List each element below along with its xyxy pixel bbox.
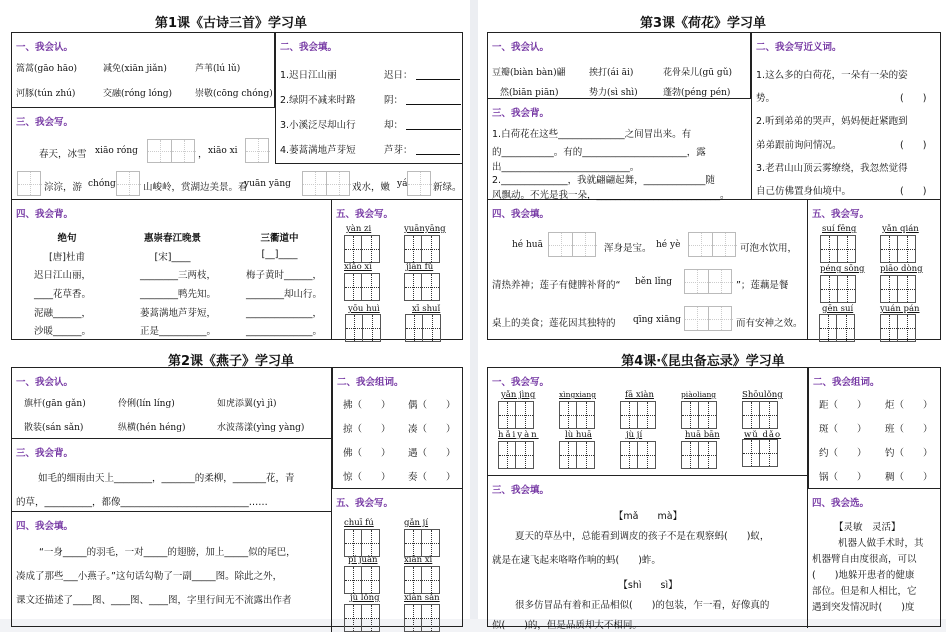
lesson3-box [487, 32, 941, 340]
tianzige-grid[interactable] [344, 529, 380, 557]
pinyin-label: yàn zi [346, 224, 372, 234]
pinyin-pair: 【shì sì】 [618, 580, 678, 591]
section-heading: 四、我会填。 [492, 209, 550, 220]
synonym-question: 1.这么多的白荷花，一朵有一朵的姿 [756, 70, 908, 81]
answer-paren[interactable]: ( ) [900, 140, 927, 151]
word-group-item[interactable]: 惊（ ） [343, 472, 391, 483]
word-item: 旗杆(gān gǎn) [24, 399, 86, 409]
tianzige-grid[interactable] [404, 604, 440, 632]
pinyin-label: hǎiyàn [498, 430, 539, 440]
writing-boxes[interactable] [548, 232, 596, 257]
pinyin-hint: hé huā [512, 240, 543, 250]
worksheet-page-right [478, 0, 946, 631]
pinyin-label: jiān fǔ [406, 262, 434, 272]
pinyin-label: yuānyāng [404, 224, 446, 234]
section-heading: 三、我会写。 [16, 117, 74, 128]
pinyin-label: jù jí [626, 430, 643, 440]
word-group-item[interactable]: 偶（ ） [408, 400, 456, 411]
tianzige-grid[interactable] [880, 314, 916, 342]
lesson3-recognize-section [488, 33, 751, 99]
choose-line: 遇到突发情况时( )度 [812, 602, 915, 613]
word-group-item[interactable]: 距（ ） [819, 400, 867, 411]
word-group-item[interactable]: 佛（ ） [343, 448, 391, 459]
pinyin-label: xiǎo xī [344, 262, 372, 272]
question-key: 迟日： [384, 70, 413, 81]
lesson2-box [11, 367, 463, 627]
fill-line: 夏天的草丛中，总能看到调皮的孩子不是在观察蚂( )蚁， [515, 531, 770, 542]
recite-line: 风飘动。不光是我一朵，__________________________。 [492, 190, 730, 201]
pinyin-label: xiān xì [404, 555, 433, 565]
pinyin-label: lù huā [565, 430, 592, 440]
word-group-item[interactable]: 稠（ ） [885, 472, 933, 483]
section-heading: 四、我会背。 [16, 209, 74, 220]
page-gutter [470, 0, 478, 619]
word-group-item[interactable]: 炬（ ） [885, 400, 933, 411]
sentence-text: 新绿。 [433, 182, 462, 193]
section-heading: 一、我会认。 [16, 377, 74, 388]
poem-author: [唐]杜甫 [49, 252, 85, 263]
tianzige-grid[interactable] [681, 441, 717, 469]
question-key: 芦芽： [384, 145, 413, 156]
tianzige-grid[interactable] [880, 275, 916, 303]
poem-line: 迟日江山丽， [34, 270, 92, 281]
lesson1-recite-section [12, 200, 332, 340]
tianzige-grid[interactable] [620, 441, 656, 469]
pinyin-label: wǔ dǎo [744, 430, 782, 440]
lesson4-fill-section [488, 476, 808, 631]
sentence-text: 浑身是宝。 [604, 243, 652, 254]
pinyin-label: yōu huì [348, 304, 380, 314]
tianzige-grid[interactable] [344, 273, 380, 301]
poem-line: 梅子黄时______， [246, 270, 323, 281]
synonym-question: 势。 [756, 93, 776, 104]
section-heading: 三、我会背。 [492, 108, 550, 119]
pinyin-pair: 【mǎ mà】 [613, 511, 683, 522]
lesson2-write-grid-section [332, 489, 463, 629]
section-heading: 二、我会填。 [280, 42, 338, 53]
word-group-item[interactable]: 掠（ ） [343, 424, 391, 435]
section-heading: 四、我会填。 [16, 521, 74, 532]
word-group-item[interactable]: 拂（ ） [343, 400, 391, 411]
answer-blank[interactable] [416, 70, 460, 80]
writing-boxes[interactable] [147, 139, 195, 163]
poem-line: 蒌蒿满地芦芽短， [140, 308, 217, 319]
word-item: 交融(róng lóng) [103, 89, 173, 99]
sentence-text: 春天，冰雪 [39, 149, 87, 160]
lesson1-recognize-section [12, 33, 275, 108]
poem-author: [__]____ [261, 249, 298, 260]
lesson4-word-group-section [808, 368, 941, 489]
sentence-text: ， [198, 149, 208, 160]
recite-line: 如毛的细雨由天上________，_______的柔柳，_______花，青 [38, 473, 295, 484]
poem-title: 三衢道中 [260, 233, 299, 244]
word-item: 势力(sì shì) [589, 88, 638, 98]
synonym-question: 2.听到弟弟的哭声，妈妈便赶紧跑到 [756, 116, 908, 127]
lesson1-write-grid-section [332, 200, 463, 340]
tianzige-grid[interactable] [742, 401, 778, 429]
sentence-text: 而有安神之效。 [736, 318, 803, 329]
answer-blank[interactable] [406, 95, 461, 105]
worksheet-page-left [0, 0, 470, 619]
pinyin-label: xìngxiang [559, 390, 596, 399]
tianzige-grid[interactable] [404, 566, 440, 594]
section-heading: 二、我会组词。 [813, 377, 880, 388]
section-heading: 一、我会认。 [16, 42, 74, 53]
lesson3-fill-section [488, 200, 808, 340]
lesson2-word-group-section [332, 368, 463, 489]
pinyin-hint: chóng [88, 179, 116, 189]
tianzige-grid[interactable] [404, 529, 440, 557]
poem-line: ____花草香。 [34, 289, 92, 300]
pinyin-label: yǎn jìng [501, 390, 536, 400]
pinyin-hint: qīng xiāng [633, 315, 681, 325]
fill-line: 凑成了那些___小燕子。”这句话勾勒了一副_____图。除此之外， [16, 571, 283, 582]
tianzige-grid[interactable] [344, 604, 380, 632]
tianzige-grid[interactable] [344, 566, 380, 594]
lesson2-recognize-section [12, 368, 332, 439]
writing-boxes[interactable] [17, 171, 41, 196]
poem-line: ________三两枝， [140, 270, 217, 281]
tianzige-grid[interactable] [559, 401, 595, 429]
section-heading: 五、我会写。 [336, 209, 394, 220]
sentence-text: 淙淙，游 [44, 182, 83, 193]
lesson3-recite-section [488, 99, 751, 200]
word-group-item[interactable]: 遇（ ） [408, 448, 456, 459]
poem-line: ________鸭先知。 [140, 289, 217, 300]
pinyin-label: yǎn qián [882, 224, 919, 234]
writing-boxes[interactable] [684, 269, 732, 294]
fill-line: 很多仿冒品有着和正品相似( )的包装，乍一看，好像真的 [515, 600, 770, 611]
word-item: 河豚(tún zhú) [16, 89, 76, 99]
sentence-text: 清热养神；莲子有健脾补肾的“ [492, 280, 621, 291]
pinyin-label: piāo dòng [880, 264, 923, 274]
word-item: 水波荡漾(yìng yàng) [217, 423, 305, 433]
pinyin-label: xī shuǐ [412, 304, 441, 314]
question-key: 却： [384, 120, 404, 131]
fill-line: “一身_____的羽毛，一对_____的翅膀，加上_____似的尾巴， [39, 547, 296, 558]
sentence-text: 可泡水饮用， [740, 243, 798, 254]
pinyin-hint: běn lǐng [635, 277, 673, 287]
recite-line: 的草，__________，都像___________________________…… [16, 497, 268, 508]
choose-line: ( )地躲开患者的健康 [812, 570, 915, 581]
section-heading: 二、我会组词。 [337, 377, 404, 388]
lesson3-synonym-section [751, 33, 941, 200]
sentence-text: ”；莲藕是餐 [736, 280, 789, 291]
pinyin-label: fā xiàn [625, 390, 654, 400]
pinyin-hint: hé yè [656, 240, 681, 250]
pinyin-label: xián sǎn [404, 593, 440, 603]
word-item: 减免(xiān jiǎn) [103, 64, 167, 74]
fill-line: 就是在逮飞起来咯咯作响的蚂( )蚱。 [492, 555, 661, 566]
tianzige-grid[interactable] [742, 439, 778, 467]
word-item: 崇敬(cōng chóng) [195, 89, 273, 99]
word-group-item[interactable]: 奏（ ） [408, 472, 456, 483]
pinyin-hint: yá [397, 179, 408, 189]
lesson4-title: 第4课·《昆虫备忘录》学习单 [621, 354, 785, 369]
word-group-item[interactable]: 凑（ ） [408, 424, 456, 435]
word-group-item[interactable]: 斑（ ） [819, 424, 867, 435]
lesson4-choose-section [808, 489, 941, 629]
fill-line: 似( )的，但是品质却大不相同。 [492, 620, 642, 631]
section-heading: 四、我会选。 [812, 498, 870, 509]
question-text: 1.迟日江山丽 [280, 70, 337, 81]
section-heading: 二、我会写近义词。 [756, 42, 842, 53]
poem-title: 惠崇春江晚景 [143, 233, 201, 244]
choose-line: 机器臂自由度很高，可以 [812, 554, 917, 565]
lesson1-title: 第1课《古诗三首》学习单 [154, 16, 308, 31]
poem-line: ______________， [246, 308, 323, 319]
poem-line: 泥融______， [34, 308, 92, 319]
pinyin-label: pí juàn [348, 555, 378, 565]
word-group-item[interactable]: 锅（ ） [819, 472, 867, 483]
pinyin-label: gǎn jí [404, 518, 429, 528]
word-item: 如虎添翼(yì jì) [217, 399, 277, 409]
word-item: 篙蒿(gāo hāo) [16, 64, 78, 74]
recite-line: 1.白荷花在这些______________之间冒出来。有 [492, 129, 692, 140]
word-item: 然(biān piān) [500, 88, 559, 98]
lesson3-write-grid-section [808, 200, 941, 340]
tianzige-grid[interactable] [404, 235, 440, 263]
synonym-question: 弟弟跟前询问情况。 [756, 140, 842, 151]
choose-line: 部位。但是和人相比，它 [812, 586, 917, 597]
writing-boxes[interactable] [245, 138, 269, 163]
section-heading: 一、我会写。 [492, 377, 550, 388]
section-heading: 三、我会背。 [16, 448, 74, 459]
tianzige-grid[interactable] [345, 314, 381, 342]
lesson2-recite-section [12, 439, 332, 512]
pinyin-label: Shōulǒng [742, 390, 783, 400]
tianzige-grid[interactable] [559, 441, 595, 469]
tianzige-grid[interactable] [820, 235, 856, 263]
lesson2-title: 第2课《燕子》学习单 [167, 354, 295, 369]
poem-title: 绝句 [57, 233, 77, 244]
section-heading: 一、我会认。 [492, 42, 550, 53]
fill-line: 课文还描述了____图、____图、____图，字里行间无不流露出作者 [16, 595, 292, 606]
tianzige-grid[interactable] [344, 235, 380, 263]
tianzige-grid[interactable] [620, 401, 656, 429]
synonym-question: 自己仿佛置身仙境中。 [756, 186, 852, 197]
lesson4-write-section [488, 368, 808, 476]
word-item: 豆瓣(biàn bàn)翩 [492, 68, 566, 78]
word-item: 散装(sán sǎn) [24, 423, 84, 433]
lesson3-title: 第3课《荷花》学习单 [639, 16, 767, 31]
recite-line: 出___________________________。 [492, 162, 640, 173]
tianzige-grid[interactable] [498, 401, 534, 429]
tianzige-grid[interactable] [819, 314, 855, 342]
tianzige-grid[interactable] [880, 235, 916, 263]
sentence-text: 山峻岭，赏湖边美景。看 [143, 182, 248, 193]
writing-boxes[interactable] [116, 171, 140, 196]
section-heading: 五、我会写。 [812, 209, 870, 220]
pinyin-label: péng sōng [820, 264, 865, 274]
question-text: 3.小溪泛尽却山行 [280, 120, 356, 131]
pinyin-label: jù lǒng [350, 593, 380, 603]
word-group-item[interactable]: 班（ ） [885, 424, 933, 435]
answer-paren[interactable]: ( ) [900, 93, 927, 104]
recite-line: 2.______________，我就翩翩起舞，_____________随 [492, 175, 715, 186]
word-item: 花骨朵儿(gū gǔ) [663, 68, 732, 78]
word-group-item[interactable]: 钓（ ） [885, 448, 933, 459]
lesson4-box [487, 367, 941, 631]
pinyin-label: gēn suí [822, 304, 854, 314]
pinyin-label: huā bān [685, 430, 720, 440]
pinyin-hint: yuān yāng [244, 179, 291, 189]
section-heading: 三、我会填。 [492, 485, 550, 496]
word-choice-pair: 【灵敏 灵活】 [834, 522, 901, 533]
tianzige-grid[interactable] [681, 401, 717, 429]
writing-boxes[interactable] [688, 232, 736, 257]
lesson1-box [11, 32, 463, 340]
pinyin-label: piàoliang [681, 390, 717, 399]
sentence-text: 桌上的美食；莲花因其独特的 [492, 318, 616, 329]
writing-boxes[interactable] [407, 171, 431, 196]
tianzige-grid[interactable] [404, 273, 440, 301]
writing-boxes[interactable] [302, 171, 350, 196]
poem-line: ________却山行。 [246, 289, 323, 300]
lesson2-fill-section [12, 512, 332, 632]
question-key: 阴： [384, 95, 404, 106]
tianzige-grid[interactable] [405, 314, 441, 342]
question-text: 2.绿阴不减来时路 [280, 95, 356, 106]
tianzige-grid[interactable] [820, 275, 856, 303]
poem-line: ______________。 [246, 326, 323, 337]
pinyin-label: chuī fú [344, 518, 374, 528]
pinyin-hint: xiāo róng [95, 146, 138, 156]
poem-author: [宋]____ [154, 252, 191, 263]
pinyin-label: suí fēng [822, 224, 857, 234]
answer-paren[interactable]: ( ) [900, 186, 927, 197]
word-group-item[interactable]: 约（ ） [819, 448, 867, 459]
poem-line: 沙暖______。 [34, 326, 92, 337]
tianzige-grid[interactable] [498, 441, 534, 469]
poem-line: 正是__________。 [140, 326, 217, 337]
pinyin-label: yuán pán [880, 304, 920, 314]
synonym-question: 3.老君山山顶云雾缭绕，我忽然觉得 [756, 163, 908, 174]
question-text: 4.蒌蒿满地芦芽短 [280, 145, 356, 156]
pinyin-hint: xiāo xi [208, 146, 238, 156]
word-item: 伶俐(lín líng) [118, 399, 175, 409]
sentence-text: 戏水，嫩 [352, 182, 391, 193]
writing-boxes[interactable] [684, 306, 732, 331]
word-item: 挨打(ái āi) [589, 68, 634, 78]
lesson1-write-section [12, 108, 463, 200]
recite-line: 的___________。有的______________________，露 [492, 147, 706, 158]
word-item: 蓬勃(péng pén) [663, 88, 731, 98]
choose-line: 机器人做手术时，其 [838, 538, 924, 549]
word-item: 芦苇(lú lǔ) [195, 64, 241, 74]
word-item: 纵横(hén héng) [118, 423, 186, 433]
section-heading: 五、我会写。 [336, 498, 394, 509]
